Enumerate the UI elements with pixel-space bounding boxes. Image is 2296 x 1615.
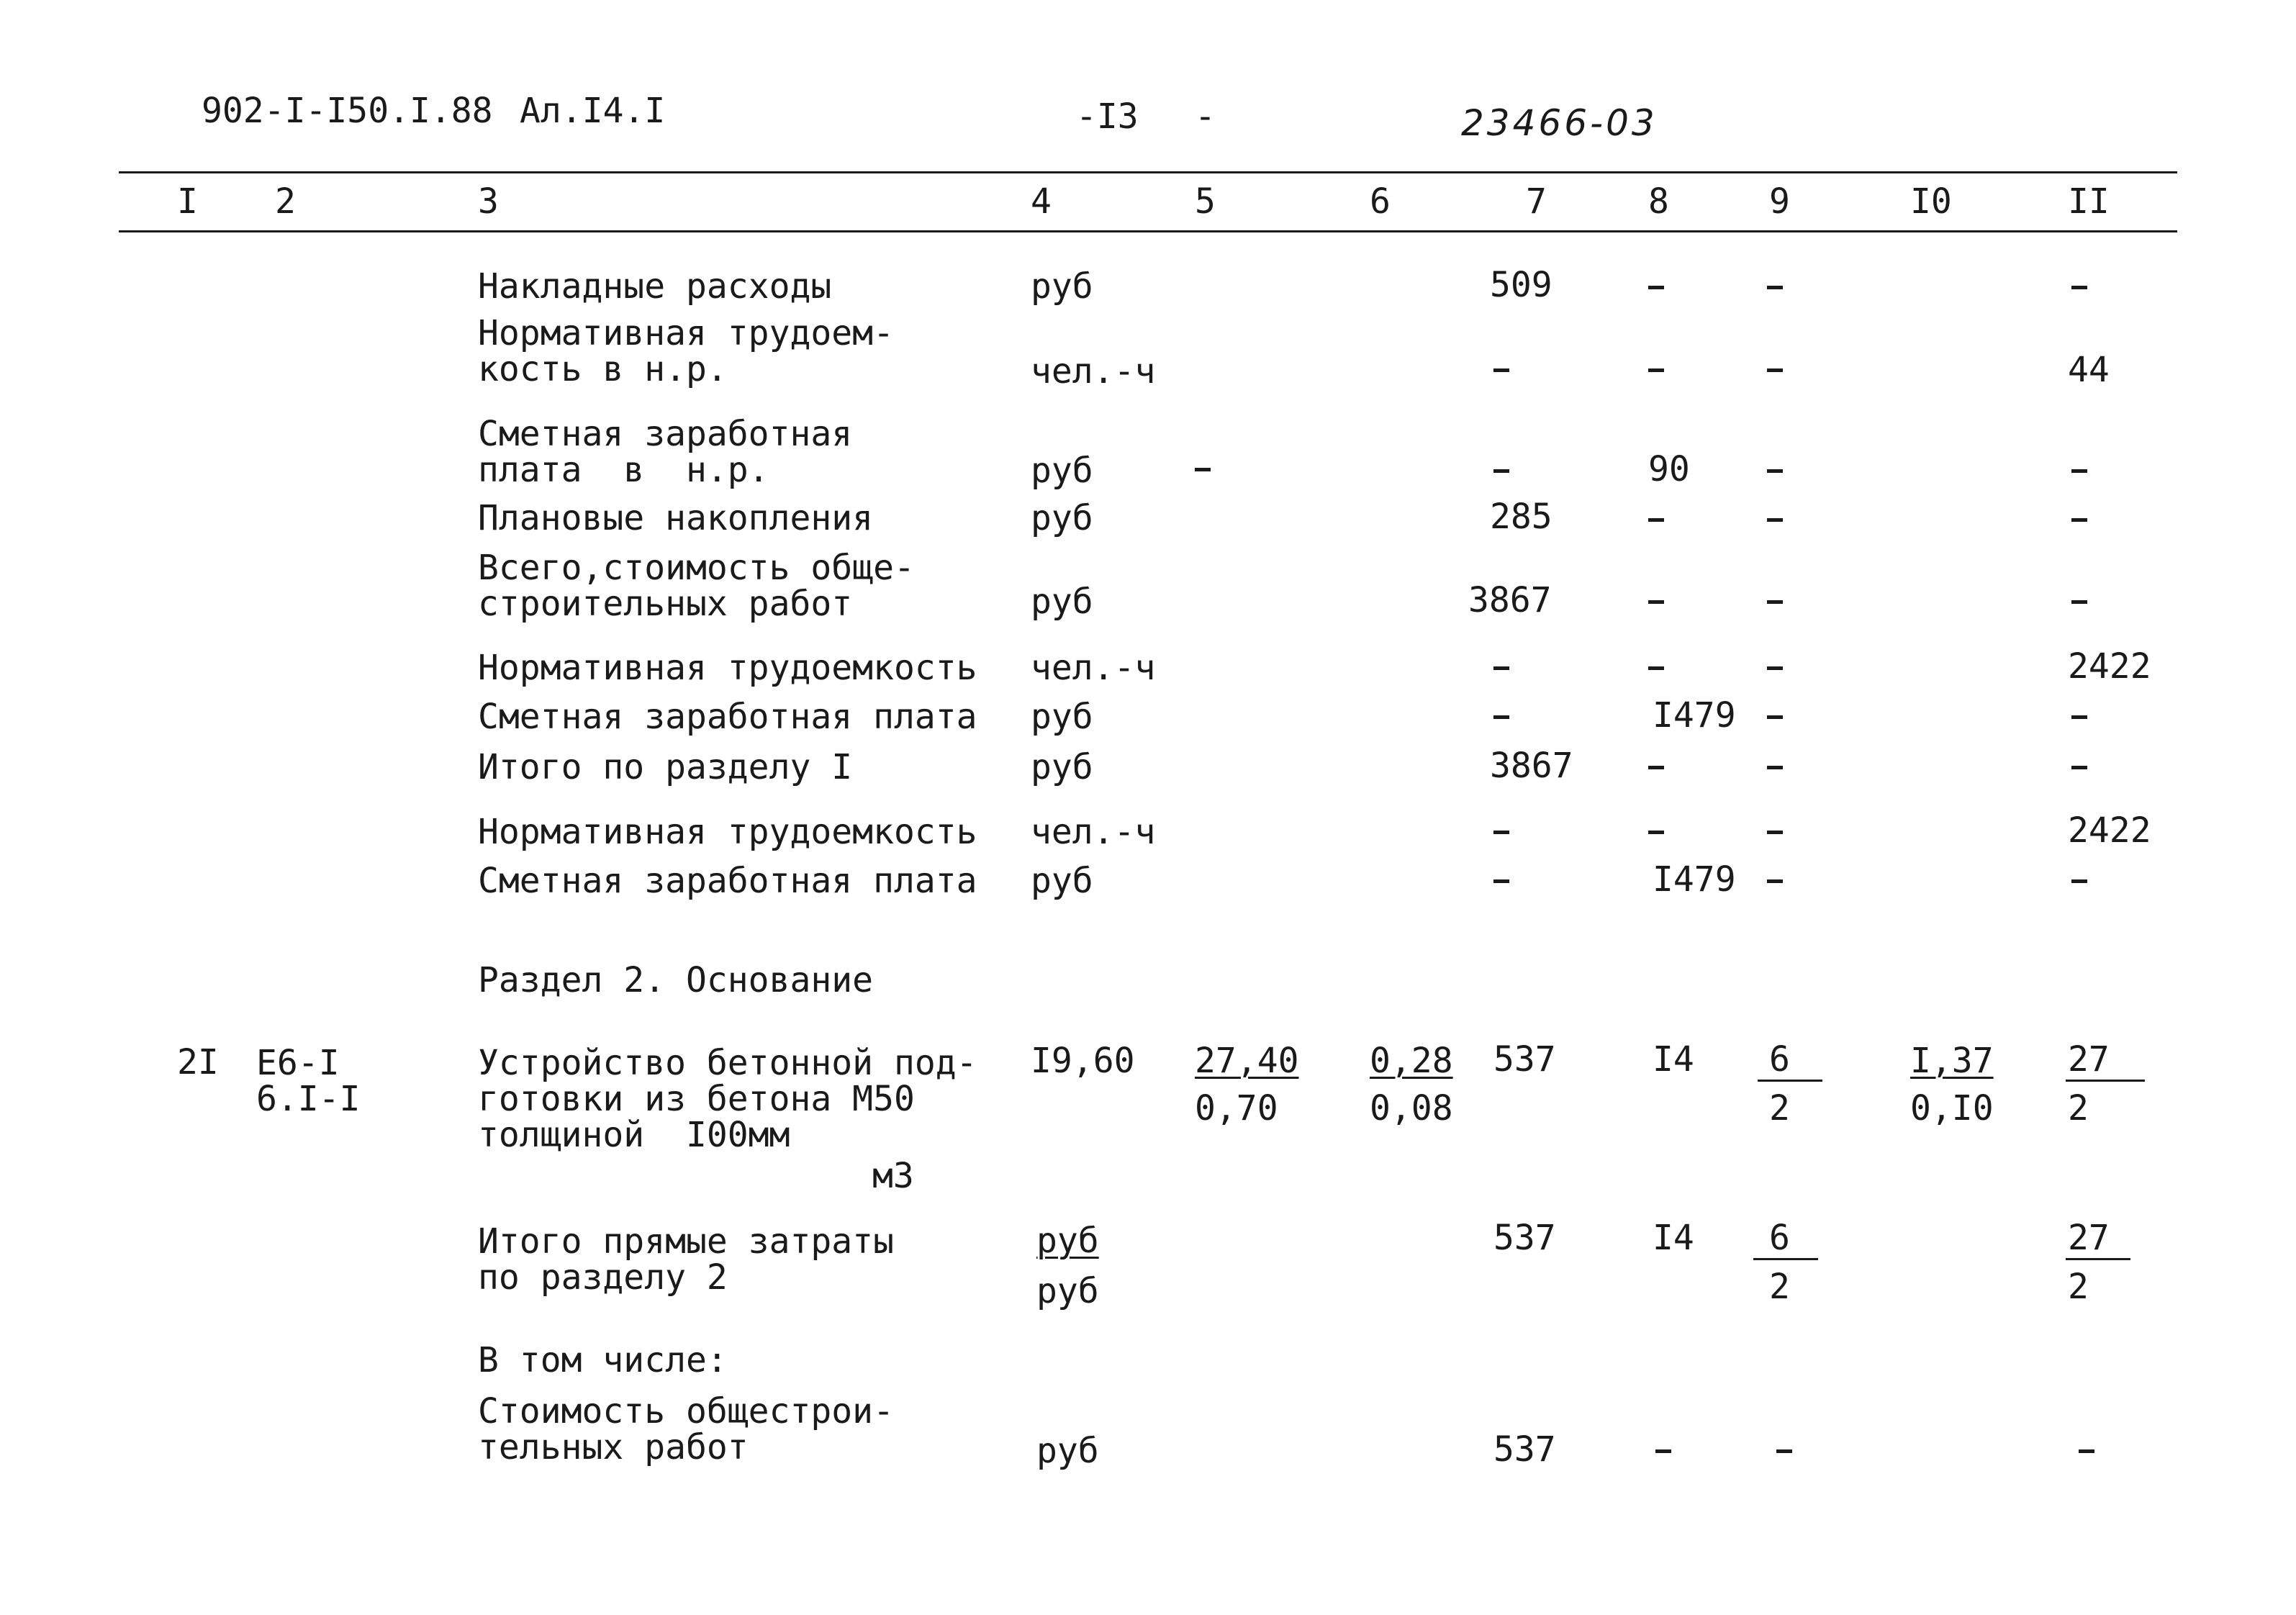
cell-col10-bottom: 0,I0 [1910, 1088, 1994, 1128]
row-unit: руб [1031, 861, 1093, 901]
empty-dash [1648, 831, 1664, 834]
empty-dash [1767, 469, 1783, 473]
empty-dash [2071, 518, 2087, 522]
row-name: Итого по разделу I [478, 747, 853, 787]
row-name: Накладные расходы [478, 266, 832, 307]
cell-col11-bottom: 2 [2068, 1088, 2089, 1128]
row-unit: руб [1031, 747, 1093, 787]
column-header: 5 [1195, 181, 1216, 222]
row-name: Всего,стоимость обще- строительных работ [478, 548, 915, 624]
cell-col7: 537 [1493, 1218, 1556, 1258]
cell-col8: I4 [1653, 1039, 1694, 1080]
cell-col11-top: 27 [2068, 1218, 2110, 1258]
row-unit: руб [1031, 498, 1093, 538]
empty-dash [1493, 831, 1509, 834]
column-header: 6 [1370, 181, 1391, 222]
empty-dash [1655, 1449, 1671, 1453]
cell-col9-bottom: 2 [1769, 1267, 1790, 1307]
row-name: Нормативная трудоемкость [478, 648, 977, 688]
empty-dash [2071, 766, 2087, 769]
header-bottom-rule [119, 230, 2177, 232]
empty-dash [1767, 766, 1783, 769]
empty-dash [1493, 469, 1509, 473]
cell-col11-top: 27 [2068, 1039, 2110, 1080]
cell-col7: 537 [1493, 1039, 1556, 1080]
row-unit: руб [1031, 451, 1093, 491]
cell-col7: 3867 [1468, 580, 1552, 620]
empty-dash [1493, 879, 1509, 883]
cell-col7: 537 [1493, 1429, 1556, 1470]
total-unit-top: руб [1036, 1221, 1099, 1261]
item-unit-label: м3 [872, 1156, 914, 1196]
cell-col8: I479 [1653, 859, 1736, 900]
empty-dash [1776, 1449, 1792, 1453]
column-header: I [177, 181, 198, 222]
row-name: Плановые накопления [478, 498, 874, 538]
empty-dash [1493, 368, 1509, 372]
cell-col8: I4 [1653, 1218, 1694, 1258]
empty-dash [2071, 469, 2087, 473]
cell-col6-top: 0,28 [1370, 1041, 1453, 1081]
sheet-number: Ал.I4.I [520, 91, 666, 131]
empty-dash [1648, 600, 1664, 604]
cell-col11: 2422 [2068, 810, 2151, 851]
empty-dash [1648, 286, 1664, 289]
column-header: I0 [1910, 181, 1952, 222]
header-top-rule [119, 171, 2177, 173]
section-title: Раздел 2. Основание [478, 960, 874, 1000]
row-unit: руб [1031, 697, 1093, 737]
row-unit: чел.-ч [1031, 351, 1156, 392]
empty-dash [2071, 286, 2087, 289]
empty-dash [1195, 468, 1211, 471]
cell-col8: I479 [1653, 695, 1736, 736]
item-quantity: I9,60 [1031, 1041, 1135, 1081]
cost-unit: руб [1036, 1431, 1099, 1471]
cell-col10-top: I,37 [1910, 1041, 1994, 1081]
cell-col7: 3867 [1490, 746, 1573, 786]
fraction-line [2066, 1080, 2145, 1082]
fraction-line [1753, 1258, 1818, 1260]
cell-col7: 509 [1490, 265, 1552, 305]
empty-dash [1767, 715, 1783, 719]
cell-col8: 90 [1648, 449, 1690, 489]
column-header: 9 [1769, 181, 1790, 222]
empty-dash [1767, 368, 1783, 372]
row-name: Сметная заработная плата [478, 861, 977, 901]
cost-name: Стоимость общестрои- тельных работ [478, 1391, 894, 1467]
empty-dash [1767, 879, 1783, 883]
row-unit: чел.-ч [1031, 812, 1156, 852]
column-header: 4 [1031, 181, 1052, 222]
column-header: 8 [1648, 181, 1669, 222]
column-header: 3 [478, 181, 499, 222]
row-unit: чел.-ч [1031, 648, 1156, 688]
empty-dash [1767, 286, 1783, 289]
row-unit: руб [1031, 266, 1093, 307]
empty-dash [1493, 715, 1509, 719]
page-dash: - [1195, 96, 1216, 137]
empty-dash [1767, 518, 1783, 522]
cell-col11: 2422 [2068, 646, 2151, 687]
cell-col9-bottom: 2 [1769, 1088, 1790, 1128]
empty-dash [1767, 600, 1783, 604]
cell-col11: 44 [2068, 350, 2110, 390]
item-number: 2I [177, 1042, 219, 1082]
row-unit: руб [1031, 582, 1093, 622]
empty-dash [2071, 715, 2087, 719]
fraction-line [2066, 1258, 2130, 1260]
column-header: 2 [275, 181, 296, 222]
empty-dash [1493, 666, 1509, 670]
cell-col7: 285 [1490, 497, 1552, 537]
cell-col6-bottom: 0,08 [1370, 1088, 1453, 1128]
page-number: -I3 [1076, 96, 1139, 137]
row-name: Нормативная трудоемкость [478, 812, 977, 852]
row-name: Сметная заработная плата в н.р. [478, 414, 853, 490]
total-unit-bottom: руб [1036, 1271, 1099, 1311]
document-code: 902-I-I50.I.88 [202, 91, 493, 131]
item-name: Устройство бетонной под- готовки из бетона М50 толщиной I00мм [478, 1043, 977, 1155]
row-name: Сметная заработная плата [478, 697, 977, 737]
row-name: Нормативная трудоем- кость в н.р. [478, 313, 894, 389]
empty-dash [1648, 666, 1664, 670]
cell-col9-top: 6 [1769, 1039, 1790, 1080]
empty-dash [1648, 766, 1664, 769]
empty-dash [1648, 368, 1664, 372]
cell-col9-top: 6 [1769, 1218, 1790, 1258]
item-code: Е6-I 6.I-I [256, 1043, 361, 1119]
handwritten-stamp: 23466-03 [1461, 102, 1658, 144]
empty-dash [1767, 666, 1783, 670]
empty-dash [1648, 518, 1664, 522]
fraction-line [1758, 1080, 1822, 1082]
including-label: В том числе: [478, 1340, 728, 1380]
empty-dash [2079, 1449, 2094, 1453]
cell-col11-bottom: 2 [2068, 1267, 2089, 1307]
cell-col5-top: 27,40 [1195, 1041, 1299, 1081]
empty-dash [2071, 600, 2087, 604]
total-name: Итого прямые затраты по разделу 2 [478, 1221, 894, 1298]
column-header: II [2068, 181, 2110, 222]
column-header: 7 [1526, 181, 1547, 222]
empty-dash [2071, 879, 2087, 883]
cell-col5-bottom: 0,70 [1195, 1088, 1278, 1128]
empty-dash [1767, 831, 1783, 834]
